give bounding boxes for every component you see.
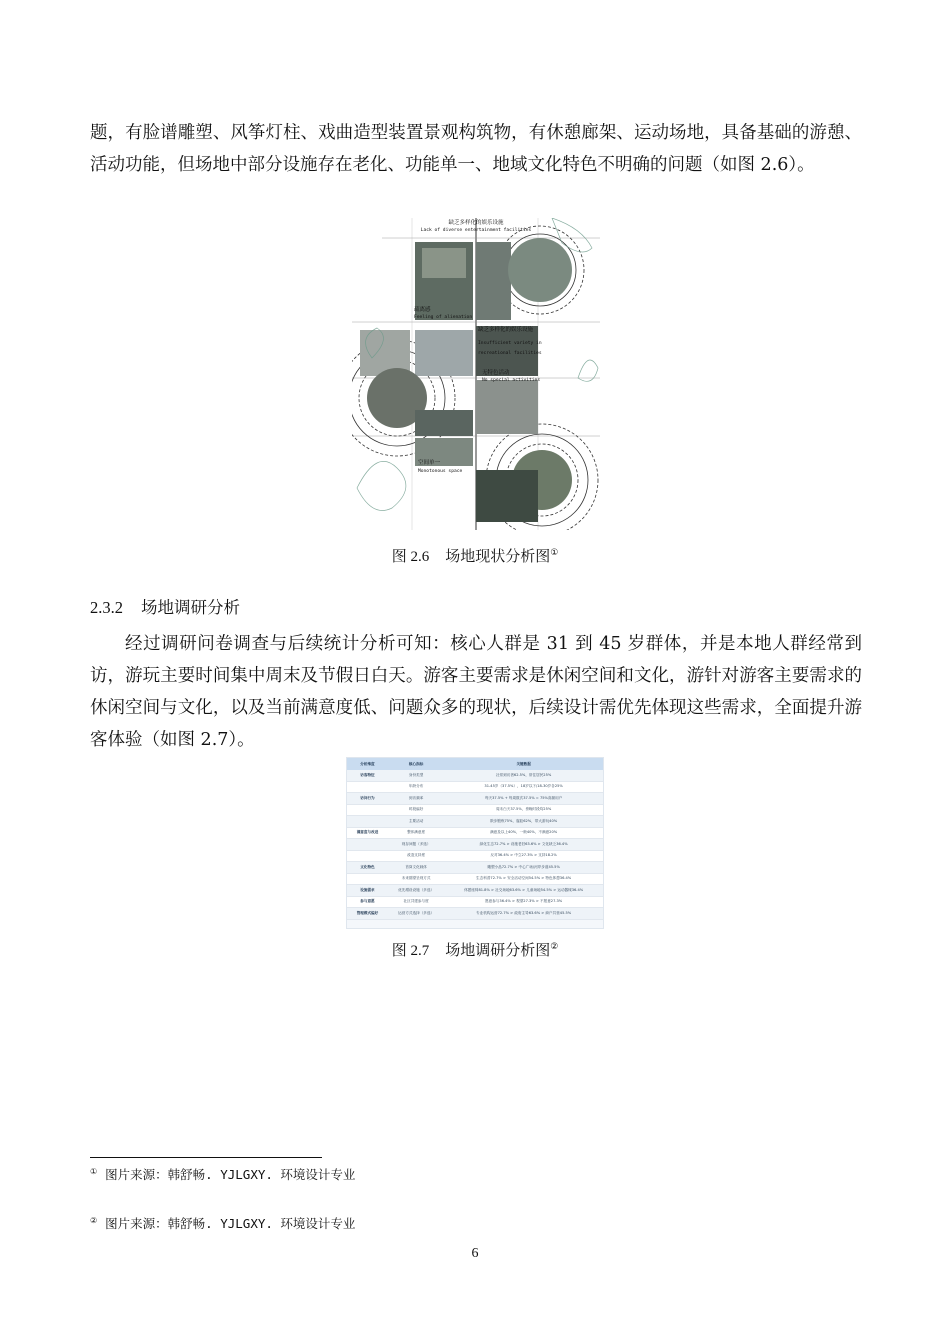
- body-paragraph-1: 题，有脸谱雕塑、风筝灯柱、戏曲造型装置景观构筑物，有休憩廊架、运动场地，具备基础的游憩、活动功能，但场地中部分设施存在老化、功能单一、地域文化特色不明确的问题（如图 2.6）。: [90, 123, 862, 175]
- footnote-mark: ②: [90, 1215, 98, 1225]
- table-cell: 运营方式选择（多选）: [388, 908, 444, 920]
- page-number: 6: [471, 1246, 479, 1261]
- table-cell: 社常到访者62.5%，常住居民25%: [444, 770, 603, 781]
- footnote-separator: [90, 1157, 322, 1158]
- table-cell: 优先增设设施（多选）: [388, 885, 444, 897]
- table-cell: 参与意愿: [347, 896, 388, 908]
- label-3-en2: recreational facilities: [478, 351, 542, 356]
- label-3-en: Insufficient variety in: [478, 341, 542, 346]
- table-cell: 首岗文化载体: [388, 862, 444, 874]
- table-cell: [347, 839, 388, 851]
- caption-text: 场地现状分析图: [445, 547, 551, 565]
- table-cell: 周末白天37.5%，傍晚时段均25%: [444, 804, 603, 816]
- table-cell: [347, 816, 388, 828]
- label-5-cn: 空间单一: [418, 460, 441, 466]
- caption-number: 图 2.7: [391, 943, 430, 959]
- table-header-row: [347, 758, 603, 770]
- table-cell: 满意及以上40%，一般40%，不满意20%: [444, 827, 603, 839]
- table-row: [347, 827, 603, 839]
- table-cell: 绿化生态72.7% > 设施老旧63.6% > 文化缺乏36.4%: [444, 839, 603, 851]
- table-cell: 年龄分布: [388, 781, 444, 793]
- label-3-cn: 缺乏多样化的娱乐设施: [478, 327, 534, 333]
- table-row: [347, 770, 603, 781]
- label-1-en: Lack of diverse entertainment facilities: [420, 228, 532, 233]
- footnote-2: [90, 1214, 355, 1232]
- table-cell: 休憩座椅81.8% > 社交场地63.6% > 儿童场地54.5% > 运动器械36.4%: [444, 885, 603, 897]
- table-row: [347, 850, 603, 862]
- label-4-cn: 无特色活动: [482, 370, 510, 376]
- site-analysis-figure: [352, 218, 600, 530]
- body-paragraph-2: 经过调研问卷调查与后续统计分析可知：核心人群是 31 到 45 岁群体，并是本地人群经常到访，游玩主要时间集中周末及节假日白天。游客主要需求是休闲空间和文化，游针对游客主要需求的休闲空间与文化，以及当前满意度低、问题众多的现状，后续设计需优先体现这些需求，全面提升游客体验（如图 2.7）。: [90, 634, 862, 750]
- table-cell: 改造支持度: [388, 850, 444, 862]
- table-row: [347, 862, 603, 874]
- table-cell: 时段偏好: [388, 804, 444, 816]
- label-4-en: No special activities: [482, 378, 541, 383]
- table-row: [347, 804, 603, 816]
- footnote-mark: ①: [90, 1166, 98, 1176]
- table-cell: 未来期望呈现方式: [388, 873, 444, 885]
- footnote-text: 图片来源：韩舒畅. YJLGXY. 环境设计专业: [105, 1167, 356, 1182]
- table-row: [347, 781, 603, 793]
- table-cell: 愿意参与36.4% > 观望27.3% > 不愿意27.3%: [444, 896, 603, 908]
- caption-footnote-mark: ②: [550, 942, 559, 952]
- section-number: 2.3.2: [90, 598, 123, 617]
- table-cell: 访客特征: [347, 770, 388, 781]
- label-2-en: Feeling of alienation: [414, 315, 473, 320]
- table-cell: 生态科普72.7% > 安全活动空间54.5% > 特色休憩36.4%: [444, 873, 603, 885]
- table-cell: 设施需求: [347, 885, 388, 897]
- table-cell: 社区共建参与度: [388, 896, 444, 908]
- label-5-en: Monotonous space: [418, 469, 463, 474]
- figure-caption-2-7: [0, 939, 950, 960]
- table-row: [347, 885, 603, 897]
- caption-text: 场地调研分析图: [445, 941, 551, 959]
- table-cell: 身份类型: [388, 770, 444, 781]
- table-cell: 主要活动: [388, 816, 444, 828]
- table-row: [347, 908, 603, 920]
- table-cell: [347, 804, 388, 816]
- table-cell: 满意度与改进: [347, 827, 388, 839]
- table-row: [347, 839, 603, 851]
- footnote-text: 图片来源：韩舒畅. YJLGXY. 环境设计专业: [105, 1216, 356, 1231]
- label-1-cn: 缺乏多样化的娱乐设施: [448, 220, 504, 226]
- table-header-cell: 分析维度: [347, 758, 388, 770]
- table-cell: [347, 781, 388, 793]
- caption-number: 图 2.6: [391, 549, 430, 565]
- table-cell: 散步锻炼75%，遛娃62%，带大游玩40%: [444, 816, 603, 828]
- table-cell: 31-45岁（37.5%），18岁以下/18-30岁各25%: [444, 781, 603, 793]
- table-cell: 文化特色: [347, 862, 388, 874]
- table-cell: [347, 850, 388, 862]
- table-cell: 专业机构运营72.7% > 政府主导63.6% > 商户共营45.5%: [444, 908, 603, 920]
- figure-caption-2-6: [0, 545, 950, 566]
- table-cell: 雕塑小品72.7% > 中心广场/河岸步道45.5%: [444, 862, 603, 874]
- table-header-cell: 核心指标: [388, 758, 444, 770]
- table-cell: 访问行为: [347, 793, 388, 805]
- table-cell: 反对36.4% > 中立27.3% > 支持18.2%: [444, 850, 603, 862]
- table-row: [347, 793, 603, 805]
- table-cell: [347, 873, 388, 885]
- section-heading: [90, 594, 240, 618]
- table-cell: 管理模式偏好: [347, 908, 388, 920]
- footnote-1: [90, 1165, 355, 1183]
- table-header-cell: 关键数据: [444, 758, 603, 770]
- survey-analysis-table-figure: [346, 757, 604, 929]
- table-cell: 到访频率: [388, 793, 444, 805]
- table-row: [347, 873, 603, 885]
- survey-table: [347, 758, 603, 920]
- table-cell: 每天37.5% + 每周数次37.5% = 75%高频用户: [444, 793, 603, 805]
- table-cell: 整体满意度: [388, 827, 444, 839]
- section-title: 场地调研分析: [141, 598, 240, 617]
- table-row: [347, 896, 603, 908]
- table-cell: 现存问题（多选）: [388, 839, 444, 851]
- label-2-cn: 疏离感: [414, 307, 431, 313]
- caption-footnote-mark: ①: [550, 548, 559, 558]
- table-row: [347, 816, 603, 828]
